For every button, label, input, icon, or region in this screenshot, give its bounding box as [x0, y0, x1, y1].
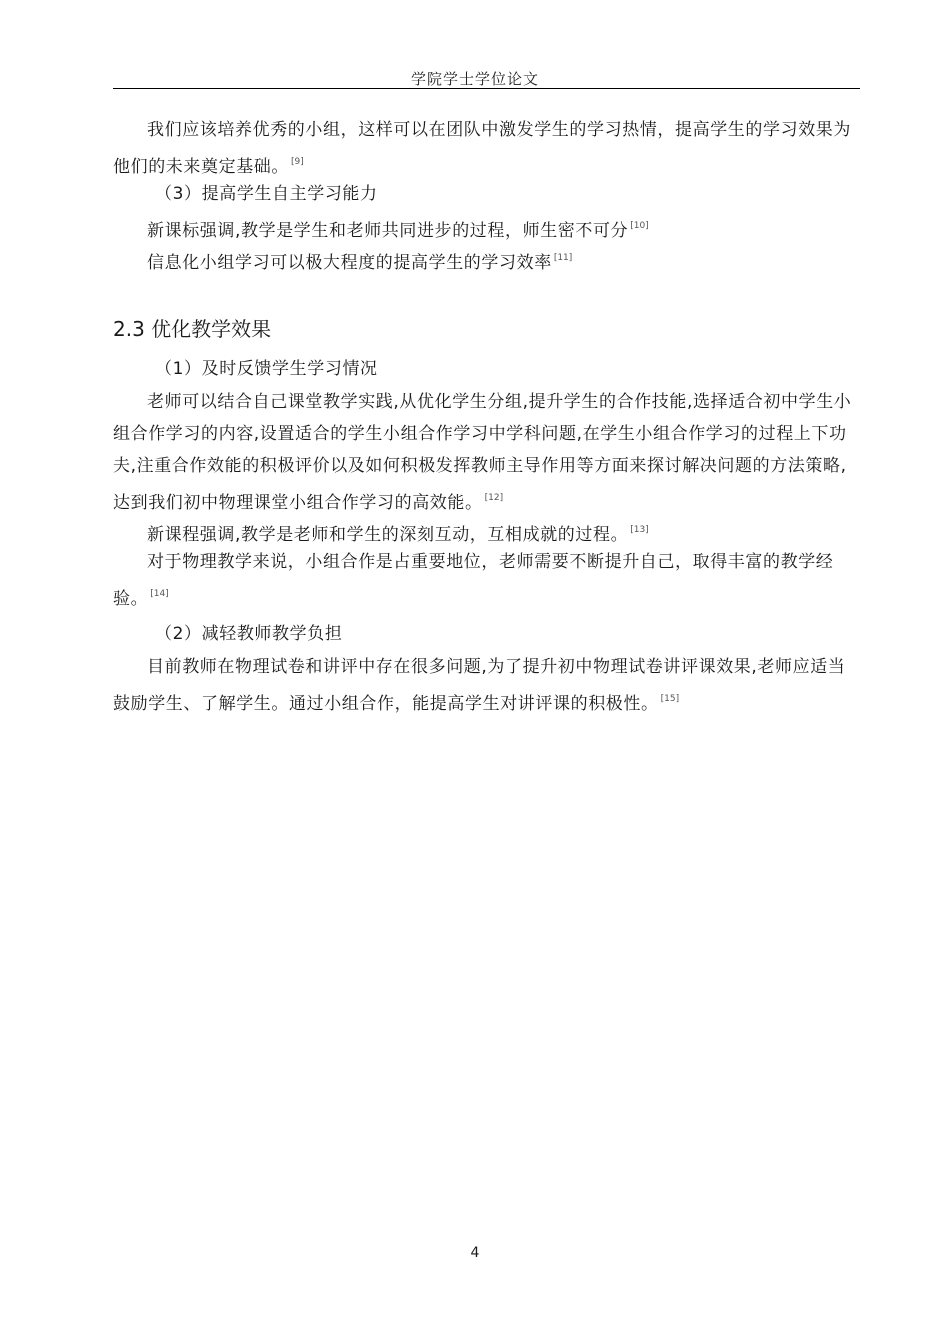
section-heading: 2.3 优化教学效果 — [113, 317, 272, 341]
paragraph — [113, 546, 860, 615]
subheading: （3）提高学生自主学习能力 — [155, 184, 378, 204]
citation: [11] — [553, 253, 573, 263]
subheading: （2）减轻教师教学负担 — [155, 624, 343, 644]
citation: [9] — [291, 157, 304, 167]
paragraph-text: 信息化小组学习可以极大程度的提高学生的学习效率 — [147, 253, 552, 273]
header-rule — [113, 88, 860, 89]
page-header-title: 学院学士学位论文 — [410, 70, 539, 88]
citation: [10] — [630, 221, 649, 231]
citation: [14] — [150, 589, 169, 599]
citation: [15] — [660, 694, 680, 704]
paragraph — [113, 242, 860, 279]
paragraph-text: 新课标强调,教学是学生和老师共同进步的过程，师生密不可分 — [147, 221, 629, 241]
page-number: 4 — [470, 1245, 480, 1261]
paragraph-text: 对于物理教学来说，小组合作是占重要地位，老师需要不断提升自己，取得丰富的教学经验。 — [113, 552, 834, 609]
subheading: （1）及时反馈学生学习情况 — [155, 359, 378, 379]
paragraph-text: 老师可以结合自己课堂教学实践,从优化学生分组,提升学生的合作技能,选择适合初中学生小组合作学习的内容,设置适合的学生小组合作学习中学科问题,在学生小组合作学习的过程上下功夫,注重合作效能的积极评价以及如何积极发挥教师主导作用等方面来探讨解决问题的方法策略,达到我们初中物理课堂小组合作学习的高效能。 — [113, 392, 852, 513]
paragraph-text: 我们应该培养优秀的小组，这样可以在团队中激发学生的学习热情，提高学生的学习效果为他们的未来奠定基础。 — [113, 120, 851, 177]
paragraph — [113, 651, 860, 720]
paragraph — [113, 114, 860, 183]
paragraph-text: 新课程强调,教学是老师和学生的深刻互动，互相成就的过程。 — [147, 525, 629, 545]
citation: [13] — [630, 525, 649, 535]
paragraph — [113, 386, 860, 519]
citation: [12] — [484, 493, 504, 503]
paragraph-text: 目前教师在物理试卷和讲评中存在很多问题,为了提升初中物理试卷讲评课效果,老师应适当鼓励学生、了解学生。通过小组合作，能提高学生对讲评课的积极性。 — [113, 657, 846, 714]
